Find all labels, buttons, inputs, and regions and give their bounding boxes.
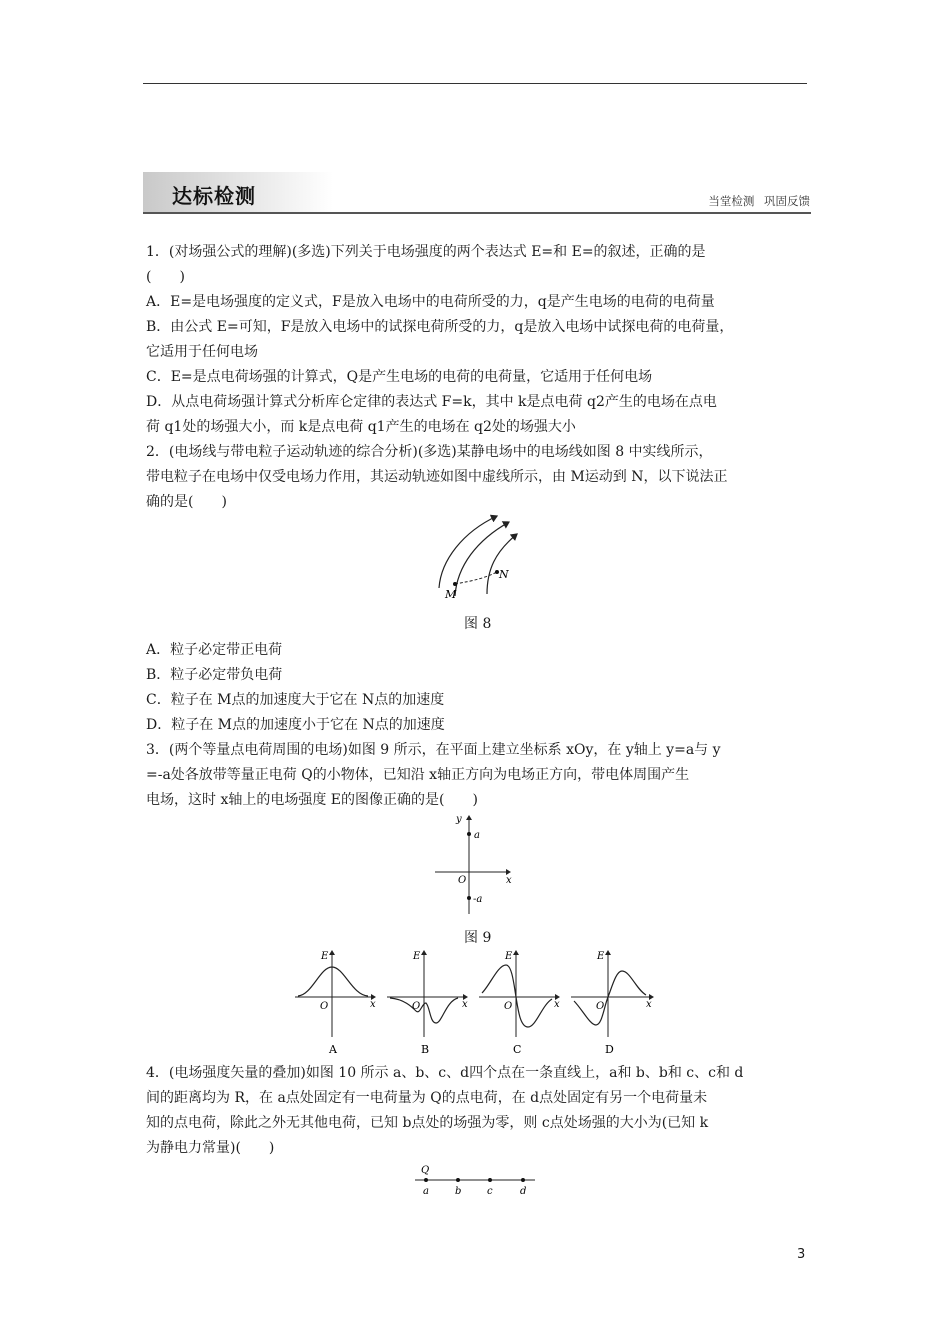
label-point-a: a [423,1186,429,1197]
q2-stem-line1: 2．(电场线与带电粒子运动轨迹的综合分析)(多选)某静电场中的电场线如图 8 中实线所示， [146,444,713,460]
q1-stem-line1: 1．(对场强公式的理解)(多选)下列关于电场强度的两个表达式 E=和 E=的叙述，正确的是 [146,244,706,260]
graph-b-x: x [462,999,468,1010]
graph-c-o: O [504,1001,513,1012]
q1-option-d-line1: D．从点电荷场强计算式分析库仑定律的表达式 F=k，其中 k是点电荷 q2产生的电场在点电 [146,394,717,410]
graph-c-label: C [513,1043,522,1056]
figure-9-axes [430,810,520,920]
label-neg-a: -a [473,894,483,905]
q1-option-c: C．E=是点电荷场强的计算式，Q是产生电场的电荷的电荷量，它适用于任何电场 [146,369,653,385]
q3-option-graphs [290,945,665,1060]
label-y: y [456,814,462,825]
figure-8-field-lines [425,510,525,605]
graph-b-o: O [412,1001,421,1012]
label-q: Q [421,1165,430,1176]
label-o: O [458,875,467,886]
graph-b-e: E [413,951,421,962]
q1-stem-line2: ( ) [146,269,185,285]
q2-stem-line2: 带电粒子在电场中仅受电场力作用，其运动轨迹如图中虚线所示，由 M运动到 N，以下说法正 [146,469,728,485]
point-d [521,1178,525,1182]
section-title: 达标检测 [172,184,256,208]
q1-option-d-line2: 荷 q1处的场强大小，而 k是点电荷 q1产生的电场在 q2处的场强大小 [146,419,576,435]
charge-bottom [467,896,471,900]
q4-stem-line3: 知的点电荷，除此之外无其他电荷，已知 b点处的场强为零，则 c点处场强的大小为(已知 k [146,1115,709,1131]
graph-a [295,951,376,1056]
point-a [424,1178,428,1182]
label-x: x [506,875,512,886]
graph-d-e: E [597,951,605,962]
graph-c [479,951,560,1056]
label-point-d: d [520,1186,527,1197]
graph-d-label: D [605,1043,614,1056]
q2-option-c: C．粒子在 M点的加速度大于它在 N点的加速度 [146,692,445,708]
q4-stem-line2: 间的距离均为 R，在 a点处固定有一电荷量为 Q的点电荷，在 d点处固定有另一个电荷量未 [146,1090,708,1106]
header-rule [143,83,807,84]
graph-a-e: E [321,951,329,962]
label-a: a [474,830,480,841]
graph-d-o: O [596,1001,605,1012]
q1-option-b-line2: 它适用于任何电场 [146,344,258,360]
point-c [488,1178,492,1182]
graph-a-label: A [329,1043,337,1056]
graph-b [387,951,468,1056]
point-m [453,582,457,586]
figure-10-line [410,1160,540,1200]
label-m: M [445,588,457,601]
charge-top [467,832,471,836]
page-number: 3 [797,1247,806,1262]
label-point-c: c [487,1186,493,1197]
q2-option-a: A．粒子必定带正电荷 [146,642,283,658]
point-b [456,1178,460,1182]
q3-stem-line3: 电场，这时 x轴上的电场强度 E的图像正确的是( ) [146,792,478,808]
q3-stem-line2: =-a处各放带等量正电荷 Q的小物体，已知沿 x轴正方向为电场正方向，带电体周围产生 [146,767,690,783]
trajectory-dashed [455,572,497,584]
graph-c-x: x [554,999,560,1010]
figure-9-caption: 图 9 [464,930,492,946]
section-tag: 当堂检测 巩固反馈 [708,194,810,208]
q3-stem-line1: 3．(两个等量点电荷周围的电场)如图 9 所示，在平面上建立坐标系 xOy，在 y轴上 y=a与 y [146,742,721,758]
q4-stem-line4: 为静电力常量)( ) [146,1140,275,1156]
graph-d-x: x [646,999,652,1010]
graph-b-label: B [421,1043,430,1056]
q2-option-d: D．粒子在 M点的加速度小于它在 N点的加速度 [146,717,445,733]
graph-c-e: E [505,951,513,962]
field-line-3 [487,534,517,594]
graph-d [571,951,653,1056]
graph-a-x: x [370,999,376,1010]
section-rule [143,212,811,214]
q2-stem-line3: 确的是( ) [146,494,227,510]
label-point-b: b [455,1186,462,1197]
q4-stem-line1: 4．(电场强度矢量的叠加)如图 10 所示 a、b、c、d四个点在一条直线上，a和 b、b和 c、c和 d [146,1065,744,1081]
field-line-2 [455,522,509,596]
q1-option-b-line1: B．由公式 E=可知，F是放入电场中的试探电荷所受的力，q是放入电场中试探电荷的电荷量， [146,319,734,335]
q2-option-b: B．粒子必定带负电荷 [146,667,283,683]
q1-option-a: A．E=是电场强度的定义式，F是放入电场中的电荷所受的力，q是产生电场的电荷的电荷量 [146,294,715,310]
graph-a-o: O [320,1001,329,1012]
label-n: N [499,568,509,581]
figure-8-caption: 图 8 [464,616,492,632]
